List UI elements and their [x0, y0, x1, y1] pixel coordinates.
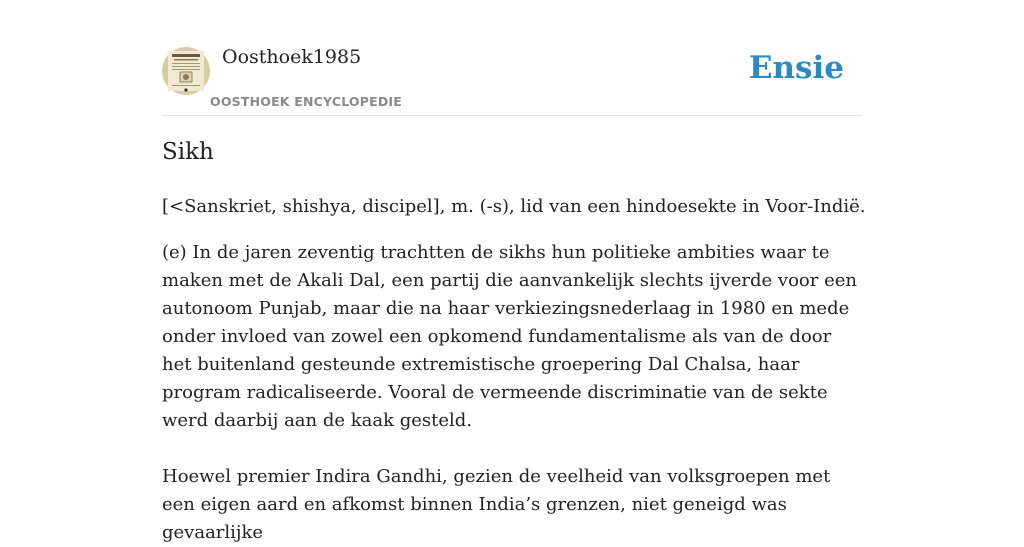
- article-paragraph: (e) In de jaren zeventig trachtten de sikhs hun politieke ambities waar te maken met de Akali Dal, een partij die aanvankelijk slechts ijverde voor een autonoom Punjab, maar die na haar verkiezingsnederlaag in 1980 en mede onder invloed van zowel een opkomend fundamentalisme als van de door het buitenland gesteunde extremistische groepering Dal Chalsa, haar program radicaliseerde. Vooral de vermeende discriminatie van de sekte werd daarbij aan de kaak gesteld.: [162, 242, 857, 431]
- author-name[interactable]: Oosthoek1985: [222, 46, 362, 68]
- article-paragraph: Hoewel premier Indira Gandhi, gezien de veelheid van volksgroepen met een eigen aard en afkomst binnen India’s grenzen, niet geneigd was gevaarlijke: [162, 466, 831, 543]
- header: [162, 44, 862, 116]
- brand-logo[interactable]: Ensie: [748, 50, 844, 86]
- avatar[interactable]: [162, 47, 210, 95]
- source-label: OOSTHOEK ENCYCLOPEDIE: [210, 94, 403, 109]
- definition-text: [<Sanskriet, shishya, discipel], m. (-s), lid van een hindoesekte in Voor-Indië.: [162, 196, 866, 217]
- page-title: Sikh: [162, 139, 214, 165]
- book-cover-icon: [162, 47, 210, 95]
